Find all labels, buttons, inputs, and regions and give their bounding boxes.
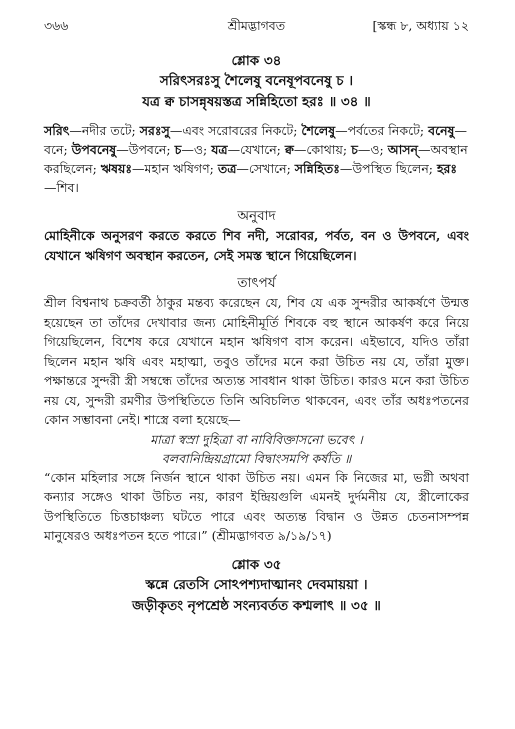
synonym-meaning: —অবস্থান করছিলেন; [44,142,468,176]
synonym-meaning: —কোথায়; [293,142,352,157]
verse-34-line-1: সরিৎসরঃসু শৈলেষু বনেষূপবনেষু চ । [159,73,354,89]
synonym-word: আসন্ [387,142,419,157]
synonym-meaning: —পর্বতের নিকটে; [335,123,429,138]
translation-title: অনুবাদ [237,208,276,224]
synonym-meaning: —উপস্থিত ছিলেন; [339,161,437,176]
synonym-meaning: —সেখানে; [236,161,295,176]
synonym-word: ঋষয়ঃ [100,161,133,176]
page-header [44,16,469,36]
synonyms [44,121,469,197]
synonym-meaning: —ও; [357,142,388,157]
quote-line-2: বলবানিন্দ্রিয়গ্রামো বিদ্বাংসমপি কর্ষতি ॥ [161,450,352,466]
synonym-word: যত্র [211,142,228,157]
purport-paragraph-2: “কোন মহিলার সঙ্গে নির্জন স্থানে থাকা উচিত নয়। এমন কি নিজের মা, ভগ্নী অথবা কন্যার সঙ্গেও থাকা উচিত নয়, কারণ ইন্দ্রিয়গুলি এমনই দুর্দমনীয় যে, স্ত্রীলোকের উপস্থিতিতে চিত্তচাঞ্চল্য ঘটতে পারে এবং অত্যন্ত বিদ্বান ও উন্নত চেতনাসম্পন্ন মানুষেরও অধঃপতন হতে পারে।” (শ্রীমদ্ভাগবত ৯/১৯/১৭) [44,469,469,543]
synonym-word: বনেষু [428,123,455,138]
running-title: শ্রীমদ্ভাগবত [227,18,286,33]
synonym-meaning: —যেখানে; [227,142,285,157]
synonym-word: উপবনেষু [71,142,117,157]
synonym-word: ক্ব [284,142,294,157]
purport-title: তাৎপর্য [237,275,276,291]
synonym-word: সরঃসু [139,123,170,138]
synonym-word: শৈলেষু [301,123,336,138]
synonym-word: হরঃ [436,161,458,176]
synonym-word: তত্র [217,161,237,176]
synonym-meaning: —শিব। [44,180,79,195]
synonym-word: চ [174,142,182,157]
page-number: ৩৬৬ [44,18,69,33]
verse-35-line-1: স্কন্নে রেতসি সোঽপশ্যদাত্মানং দেবমায়য়া । [145,576,368,593]
verse-35-title: শ্লোক ৩৫ [231,556,282,573]
synonym-word: সরিৎ [44,123,70,138]
translation-text: মোহিনীকে অনুসরণ করতে করতে শিব নদী, সরোবর, পর্বত, বন ও উপবনে, এবং যেখানে ঋষিগণ অবস্থান করতেন, সেই সমস্ত স্থানে গিয়েছিলেন। [44,228,469,263]
synonym-meaning: —নদীর তটে; [69,123,140,138]
synonym-word: চ [351,142,358,157]
chapter-info: [স্কন্ধ ৮, অধ্যায় ১২ [372,18,469,33]
synonym-meaning: —উপবনে; [116,142,175,157]
synonym-meaning: —এবং সরোবরের নিকটে; [169,123,302,138]
verse-34-title: শ্লোক ৩৪ [231,53,282,69]
synonym-meaning: —ও; [181,142,212,157]
synonym-meaning: —মহান ঋষিগণ; [132,161,218,176]
verse-34-line-2: যত্র ক্ব চাসন্নৃষয়স্তত্র সন্নিহিতো হরঃ ॥ ৩৪ ॥ [142,94,371,110]
quote-line-1: মাত্রা স্বস্রা দুহিত্রা বা নাবিবিক্তাসনো ভবেৎ । [150,431,363,447]
verse-35-line-2: জড়ীকৃতং নৃপশ্রেষ্ঠ সংন্যবর্তত কশ্মলাৎ ॥ ৩৫ ॥ [132,597,381,614]
synonym-meaning: —বনে; [44,123,467,157]
synonym-word: সন্নিহিতঃ [294,161,340,176]
purport-paragraph-1: শ্রীল বিশ্বনাথ চক্রবর্তী ঠাকুর মন্তব্য করেছেন যে, শিব যে এক সুন্দরীর আকর্ষণে উন্মত্ত হয়েছেন তা তাঁদের দেখাবার জন্য মোহিনীমূর্তি শিবকে বহু স্থানে আকর্ষণ করে নিয়ে গিয়েছিলেন, বিশেষ করে যেখানে মহান ঋষিগণ বাস করেন। এইভাবে, যদিও তাঁরা ছিলেন মহান ঋষি এবং মহাত্মা, তবুও তাঁদের মনে করা উচিত নয় যে, তাঁরা মুক্ত। পক্ষান্তরে সুন্দরী স্ত্রী সম্বন্ধে তাঁদের অত্যন্ত সাবধান থাকা উচিত। কারও মনে করা উচিত নয় যে, সুন্দরী রমণীর উপস্থিতিতে তিনি অবিচলিত থাকবেন, এবং তাঁর অধঃপতনের কোন সম্ভাবনা নেই। শাস্ত্রে বলা হয়েছে— [44,295,469,427]
